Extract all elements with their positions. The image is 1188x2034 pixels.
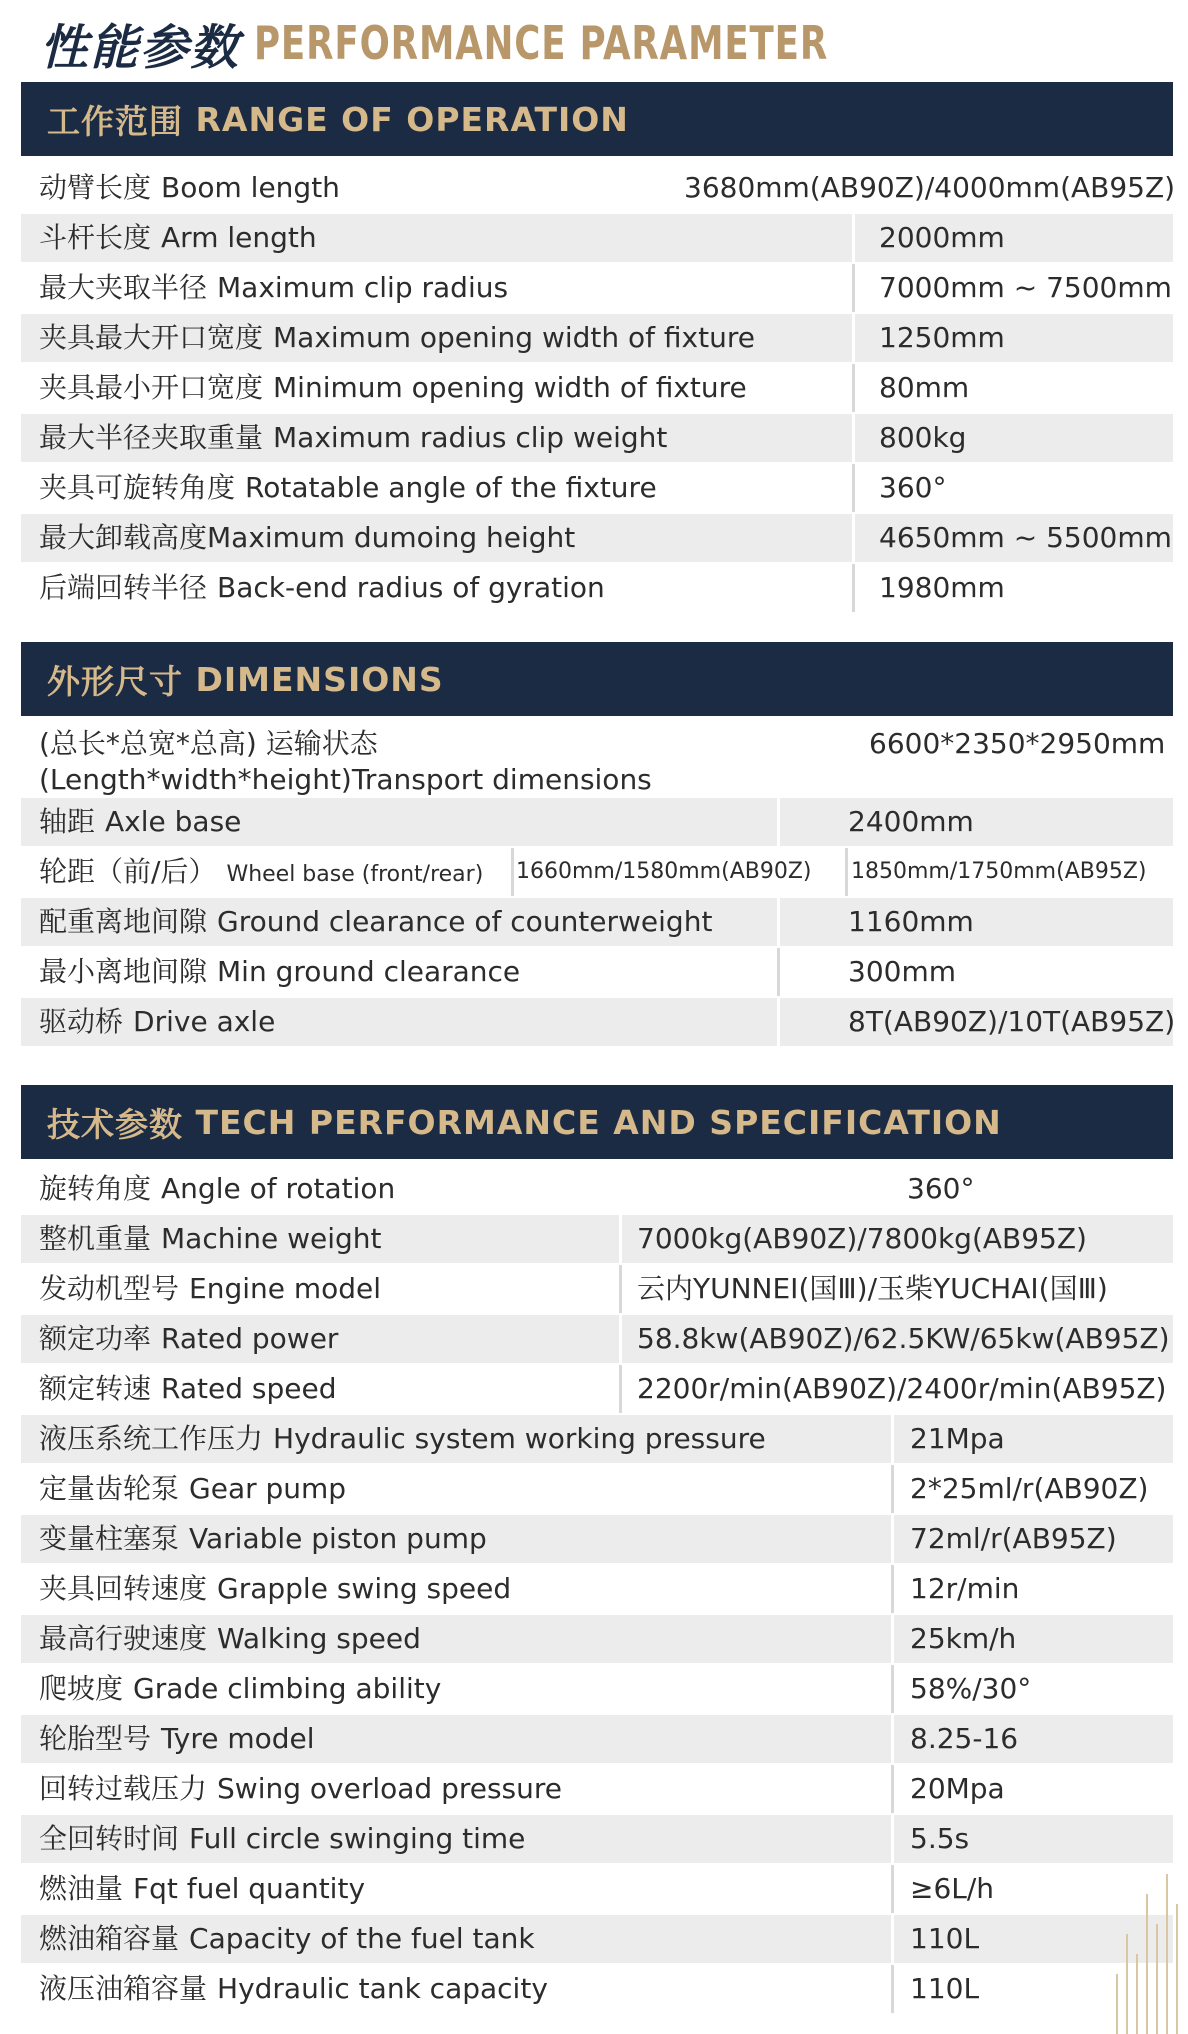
- row-label: 动臂长度 Boom length: [39, 171, 340, 204]
- table-row: [21, 948, 1173, 998]
- row-value: 6600*2350*2950mm: [869, 727, 1166, 760]
- row-value: 7000mm ~ 7500mm: [852, 264, 1173, 312]
- table-row: [21, 1915, 1173, 1965]
- row-label: 夹具回转速度 Grapple swing speed: [39, 1572, 512, 1605]
- table-row: [21, 1165, 1173, 1215]
- section-title-cn: 工作范围: [47, 101, 183, 141]
- table-row: [21, 1465, 1173, 1515]
- row-label: 配重离地间隙 Ground clearance of counterweight: [39, 905, 713, 938]
- page-title: [40, 8, 922, 78]
- row-value: 8.25-16: [891, 1715, 1173, 1763]
- row-value: 云内YUNNEI(国Ⅲ)/玉柴YUCHAI(国Ⅲ): [619, 1265, 1173, 1313]
- section-range-of-operation: [21, 82, 1176, 614]
- row-label: 液压系统工作压力 Hydraulic system working pressure: [39, 1422, 766, 1455]
- table-row: [21, 314, 1173, 364]
- section-header: [21, 642, 1173, 716]
- table-row: [21, 514, 1173, 564]
- page-title-en: PERFORMANCE PARAMETER: [254, 16, 829, 70]
- table-row: [21, 364, 1173, 414]
- table-row: [21, 214, 1173, 264]
- section-dimensions: [21, 642, 1176, 1048]
- row-label: 旋转角度 Angle of rotation: [39, 1172, 396, 1205]
- row-label: 轮胎型号 Tyre model: [39, 1722, 315, 1755]
- row-label: 轴距 Axle base: [39, 805, 242, 838]
- row-value: 800kg: [852, 414, 1173, 462]
- row-label: 液压油箱容量 Hydraulic tank capacity: [39, 1972, 548, 2005]
- row-value: 21Mpa: [891, 1415, 1173, 1463]
- row-label: 斗杆长度 Arm length: [39, 221, 317, 254]
- decorative-lines: [1108, 1864, 1188, 2034]
- row-value: 20Mpa: [891, 1765, 1173, 1813]
- section-title-cn: 外形尺寸: [47, 661, 183, 701]
- table-row: [21, 1665, 1173, 1715]
- table-row: [21, 898, 1173, 948]
- row-value: 360°: [907, 1172, 975, 1205]
- row-label: 轮距（前/后） Wheel base (front/rear): [39, 855, 484, 888]
- row-value: 58.8kw(AB90Z)/62.5KW/65kw(AB95Z): [619, 1315, 1173, 1363]
- row-value: 1980mm: [852, 564, 1173, 612]
- table-row: [21, 1265, 1173, 1315]
- table-row: [21, 1865, 1173, 1915]
- row-value: 110L: [891, 1965, 1173, 2013]
- row-value: 1250mm: [852, 314, 1173, 362]
- table-row: [21, 1615, 1173, 1665]
- row-value: 58%/30°: [891, 1665, 1173, 1713]
- row-label: 最大卸载高度Maximum dumoing height: [39, 521, 576, 554]
- row-value: 7000kg(AB90Z)/7800kg(AB95Z): [619, 1215, 1173, 1263]
- table-row: [21, 1765, 1173, 1815]
- row-label: 发动机型号 Engine model: [39, 1272, 382, 1305]
- row-value: 300mm: [777, 948, 1173, 996]
- row-value: 25km/h: [891, 1615, 1173, 1663]
- row-label: 燃油量 Fqt fuel quantity: [39, 1872, 366, 1905]
- row-label: 最小离地间隙 Min ground clearance: [39, 955, 521, 988]
- table-row: [21, 1315, 1173, 1365]
- row-value: 72ml/r(AB95Z): [891, 1515, 1173, 1563]
- section-tech-performance: [21, 1085, 1173, 2015]
- row-label: 最大夹取半径 Maximum clip radius: [39, 271, 509, 304]
- table-row: [21, 722, 1173, 798]
- section-title-en: TECH PERFORMANCE AND SPECIFICATION: [195, 1102, 1002, 1142]
- row-label: 回转过载压力 Swing overload pressure: [39, 1772, 563, 1805]
- table-row: [21, 848, 1173, 898]
- row-label: 全回转时间 Full circle swinging time: [39, 1822, 526, 1855]
- row-value-2: 1850mm/1750mm(AB95Z): [845, 848, 1173, 896]
- section-title-en: DIMENSIONS: [195, 659, 444, 699]
- row-value: 360°: [852, 464, 1173, 512]
- row-value: 8T(AB90Z)/10T(AB95Z): [777, 998, 1173, 1046]
- row-value: 2200r/min(AB90Z)/2400r/min(AB95Z): [619, 1365, 1173, 1413]
- row-value: 1660mm/1580mm(AB90Z): [511, 848, 845, 896]
- row-value: 80mm: [852, 364, 1173, 412]
- row-label: 变量柱塞泵 Variable piston pump: [39, 1522, 487, 1555]
- row-label: 最大半径夹取重量 Maximum radius clip weight: [39, 421, 668, 454]
- table-row: [21, 798, 1173, 848]
- row-label: 夹具最小开口宽度 Minimum opening width of fixture: [39, 371, 747, 404]
- table-row: [21, 1965, 1173, 2015]
- row-label: 额定功率 Rated power: [39, 1322, 339, 1355]
- table-row: [21, 998, 1176, 1048]
- table-row: [21, 414, 1173, 464]
- row-label: 驱动桥 Drive axle: [39, 1005, 276, 1038]
- row-label: 最高行驶速度 Walking speed: [39, 1622, 421, 1655]
- table-row: [21, 564, 1173, 614]
- section-title-en: RANGE OF OPERATION: [195, 99, 629, 139]
- table-row: [21, 1215, 1173, 1265]
- table-row: [21, 1715, 1173, 1765]
- row-label: 夹具最大开口宽度 Maximum opening width of fixture: [39, 321, 755, 354]
- row-value: 2*25ml/r(AB90Z): [891, 1465, 1173, 1513]
- section-header: [21, 82, 1173, 156]
- row-value: ≥6L/h: [891, 1865, 1173, 1913]
- page-title-cn: 性能参数: [40, 19, 241, 76]
- row-label: 整机重量 Machine weight: [39, 1222, 382, 1255]
- table-row: [21, 164, 1176, 214]
- table-row: [21, 1565, 1173, 1615]
- row-value: 1160mm: [777, 898, 1173, 946]
- table-row: [21, 464, 1173, 514]
- row-label: 定量齿轮泵 Gear pump: [39, 1472, 347, 1505]
- row-label: (总长*总宽*总高) 运输状态 (Length*width*height)Transport dimensions: [39, 727, 652, 796]
- row-value: 2400mm: [777, 798, 1173, 846]
- row-label: 爬坡度 Grade climbing ability: [39, 1672, 442, 1705]
- section-header: [21, 1085, 1173, 1159]
- row-value: 5.5s: [891, 1815, 1173, 1863]
- table-row: [21, 1515, 1173, 1565]
- row-value: 110L: [891, 1915, 1173, 1963]
- table-row: [21, 264, 1173, 314]
- row-value: 3680mm(AB90Z)/4000mm(AB95Z): [684, 171, 1176, 204]
- row-label: 后端回转半径 Back-end radius of gyration: [39, 571, 605, 604]
- row-value: 4650mm ~ 5500mm: [852, 514, 1173, 562]
- row-label: 燃油箱容量 Capacity of the fuel tank: [39, 1922, 535, 1955]
- row-label: 额定转速 Rated speed: [39, 1372, 337, 1405]
- table-row: [21, 1365, 1173, 1415]
- row-value: 2000mm: [852, 214, 1173, 262]
- row-label: 夹具可旋转角度 Rotatable angle of the fixture: [39, 471, 657, 504]
- section-title-cn: 技术参数: [47, 1104, 183, 1144]
- table-row: [21, 1815, 1173, 1865]
- row-value: 12r/min: [891, 1565, 1173, 1613]
- table-row: [21, 1415, 1173, 1465]
